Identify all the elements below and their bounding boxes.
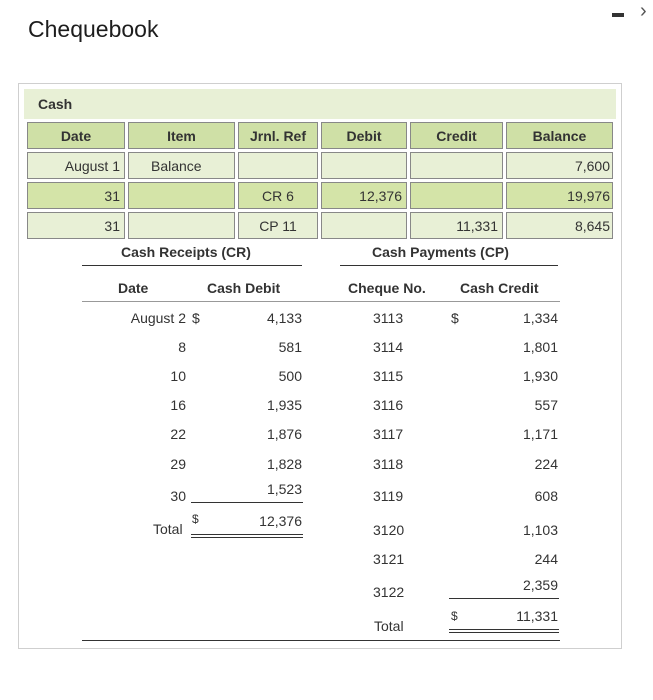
payments-title-rule: [340, 265, 558, 266]
payments-row-cash-credit: 557: [534, 397, 558, 413]
payments-row-cash-credit: 244: [534, 551, 558, 567]
ledger-cell-balance: 7,600: [506, 152, 613, 179]
receipts-row-cash-debit: 1,935: [266, 397, 302, 413]
subtables-header-rule: [82, 301, 560, 302]
payments-row-cheque-no: 3120: [373, 522, 405, 538]
payments-row-cheque-no: 3115: [373, 368, 404, 384]
receipts-title-rule: [82, 265, 302, 266]
receipts-row-cash-debit: 581: [278, 339, 302, 355]
receipts-total-currency: $: [192, 512, 199, 526]
receipts-header-date: Date: [118, 280, 149, 296]
receipts-row-cash-debit: 1,876: [266, 426, 302, 442]
payments-row-cash-credit: 2,359: [522, 577, 558, 593]
ledger-cell-balance: 8,645: [506, 212, 613, 239]
ledger-header-debit: Debit: [321, 122, 407, 149]
receipts-row-date: 22: [170, 426, 186, 442]
receipts-header-cash-debit: Cash Debit: [207, 280, 281, 296]
payments-row-cash-credit: 1,801: [522, 339, 558, 355]
subtables-bottom-rule: [82, 640, 560, 641]
payments-header-cash-credit: Cash Credit: [460, 280, 539, 296]
receipts-row-date: 29: [170, 456, 186, 472]
payments-total-currency: $: [451, 609, 458, 623]
payments-row-cheque-no: 3122: [373, 584, 405, 600]
receipts-row-cash-debit: 1,828: [266, 456, 302, 472]
payments-row-cash-credit: 608: [534, 488, 558, 504]
payments-row-cash-credit: 1,171: [522, 426, 558, 442]
receipts-row-cash-debit: 4,133: [266, 310, 302, 326]
payments-row-cash-credit: 1,103: [522, 522, 558, 538]
ledger-cell-date: 31: [27, 212, 125, 239]
payments-row-currency: $: [451, 310, 459, 326]
ledger-cell-date: August 1: [27, 152, 125, 179]
payments-row-cheque-no: 3119: [373, 488, 404, 504]
ledger-header-credit: Credit: [410, 122, 503, 149]
ledger-cell-balance: 19,976: [506, 182, 613, 209]
payments-row-cheque-no: 3118: [373, 456, 404, 472]
ledger-cell-jrnl-ref[interactable]: [238, 152, 318, 179]
payments-row-cash-credit: 1,334: [522, 310, 558, 326]
ledger-cell-credit[interactable]: [410, 152, 503, 179]
ledger-cell-date: 31: [27, 182, 125, 209]
ledger-cell-debit[interactable]: [321, 212, 407, 239]
cash-ledger-title: Cash: [38, 96, 73, 112]
cash-receipts-title: Cash Receipts (CR): [121, 244, 251, 260]
ledger-cell-jrnl-ref[interactable]: CR 6: [238, 182, 318, 209]
ledger-header-balance: Balance: [506, 122, 613, 149]
receipts-row-date: 10: [170, 368, 186, 384]
payments-total-value: 11,331: [516, 608, 558, 624]
receipts-row-date: 16: [170, 397, 186, 413]
ledger-cell-item[interactable]: [128, 182, 235, 209]
cash-ledger-header: [24, 89, 616, 119]
receipts-total-value: 12,376: [259, 513, 302, 529]
receipts-row-date: 8: [178, 339, 186, 355]
page-title: Chequebook: [28, 16, 159, 42]
minimize-icon[interactable]: [612, 13, 624, 17]
ledger-cell-debit[interactable]: 12,376: [321, 182, 407, 209]
receipts-total-rule: [191, 502, 303, 503]
ledger-cell-item[interactable]: [128, 212, 235, 239]
ledger-cell-credit[interactable]: 11,331: [410, 212, 503, 239]
ledger-header-jrnl-ref: Jrnl. Ref: [238, 122, 318, 149]
receipts-row-date: 30: [170, 488, 186, 504]
payments-total-double-rule: [449, 629, 559, 633]
payments-row-cheque-no: 3121: [373, 551, 405, 567]
payments-row-cheque-no: 3114: [373, 339, 404, 355]
table-row: [27, 152, 613, 179]
cash-payments-title: Cash Payments (CP): [372, 244, 509, 260]
ledger-cell-credit[interactable]: [410, 182, 503, 209]
table-row: [27, 182, 613, 209]
cash-ledger-table: [24, 119, 616, 242]
payments-row-cheque-no: 3117: [373, 426, 404, 442]
receipts-total-double-rule: [191, 534, 303, 538]
ledger-cell-debit[interactable]: [321, 152, 407, 179]
ledger-header-item: Item: [128, 122, 235, 149]
receipts-row-cash-debit: 1,523: [266, 481, 302, 497]
ledger-cell-jrnl-ref[interactable]: CP 11: [238, 212, 318, 239]
payments-total-rule: [449, 598, 559, 599]
table-row: [27, 212, 613, 239]
payments-row-cheque-no: 3116: [373, 397, 404, 413]
payments-row-cash-credit: 1,930: [522, 368, 558, 384]
chevron-right-icon[interactable]: ›: [640, 0, 647, 22]
payments-total-label: Total: [374, 618, 404, 634]
receipts-row-currency: $: [192, 310, 200, 326]
ledger-header-date: Date: [27, 122, 125, 149]
receipts-total-label: Total: [153, 521, 183, 537]
ledger-header-row: [27, 122, 613, 149]
receipts-row-date: August 2: [130, 310, 186, 326]
payments-header-cheque-no: Cheque No.: [348, 280, 426, 296]
ledger-cell-item: Balance: [128, 152, 235, 179]
payments-row-cheque-no: 3113: [373, 310, 404, 326]
receipts-row-cash-debit: 500: [278, 368, 302, 384]
payments-row-cash-credit: 224: [534, 456, 558, 472]
